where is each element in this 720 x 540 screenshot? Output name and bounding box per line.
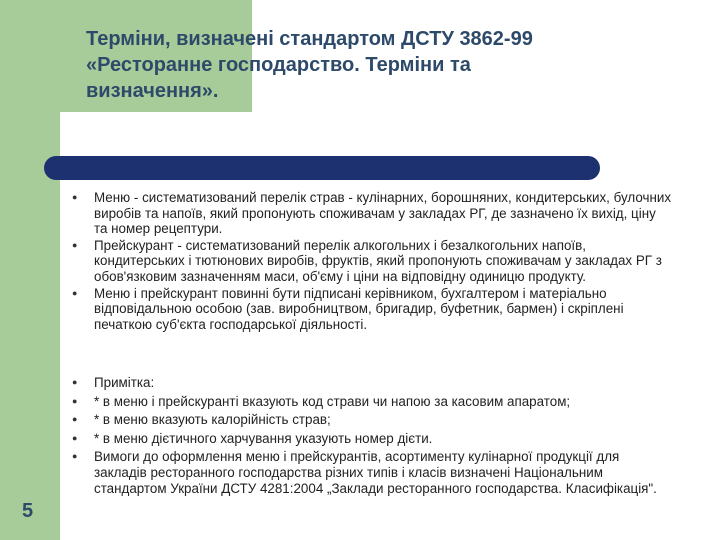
definition-item: ● Прейскурант - систематизований перелік алкогольних і безалкогольних напоїв, кондитерських і тютюнових виробів, фруктів, який пропонують споживачам у закладах РГ з обов'язковим зазначенням маси, об'єму і ціни на відповідну одиницю продукту. bbox=[72, 238, 672, 285]
note-item: ● * в меню дієтичного харчування указують номер дієти. bbox=[72, 431, 672, 447]
title-line: Терміни, визначені стандартом ДСТУ 3862-99 bbox=[86, 28, 533, 50]
definition-item: ● Меню і прейскурант повинні бути підписані керівником, бухгалтером і матеріально відповідальною особою (зав. виробництвом, бригадир, буфетник, бармен) і скріплені печаткою суб'єкта господарської діяльності. bbox=[72, 286, 672, 333]
definition-item: ● Меню - систематизований перелік страв - кулінарних, борошняних, кондитерських, булочних виробів та напоїв, який пропонують споживачам у закладах РГ, де зазначено їх вихід, ціну та номер рецептури. bbox=[72, 190, 672, 237]
slide-title bbox=[86, 26, 686, 104]
slide-number: 5 bbox=[22, 500, 34, 522]
title-divider-bar bbox=[44, 156, 600, 180]
title-line: визначення». bbox=[86, 80, 219, 102]
note-item: ● Примітка: bbox=[72, 375, 672, 391]
title-line: «Ресторанне господарство. Терміни та bbox=[86, 54, 471, 76]
left-accent-band bbox=[0, 0, 60, 540]
definitions-list bbox=[72, 190, 672, 333]
notes-list bbox=[72, 375, 672, 499]
note-item: ● * в меню і прейскуранті вказують код страви чи напою за касовим апаратом; bbox=[72, 394, 672, 410]
note-item: ● * в меню вказують калорійність страв; bbox=[72, 412, 672, 428]
note-item: ● Вимоги до оформлення меню і прейскурантів, асортименту кулінарної продукції для закладів ресторанного господарства різних типів і класів визначені Національним стандартом України ДСТУ 4281:2004 „Заклади ресторанного господарства. Класифікація". bbox=[72, 449, 672, 496]
